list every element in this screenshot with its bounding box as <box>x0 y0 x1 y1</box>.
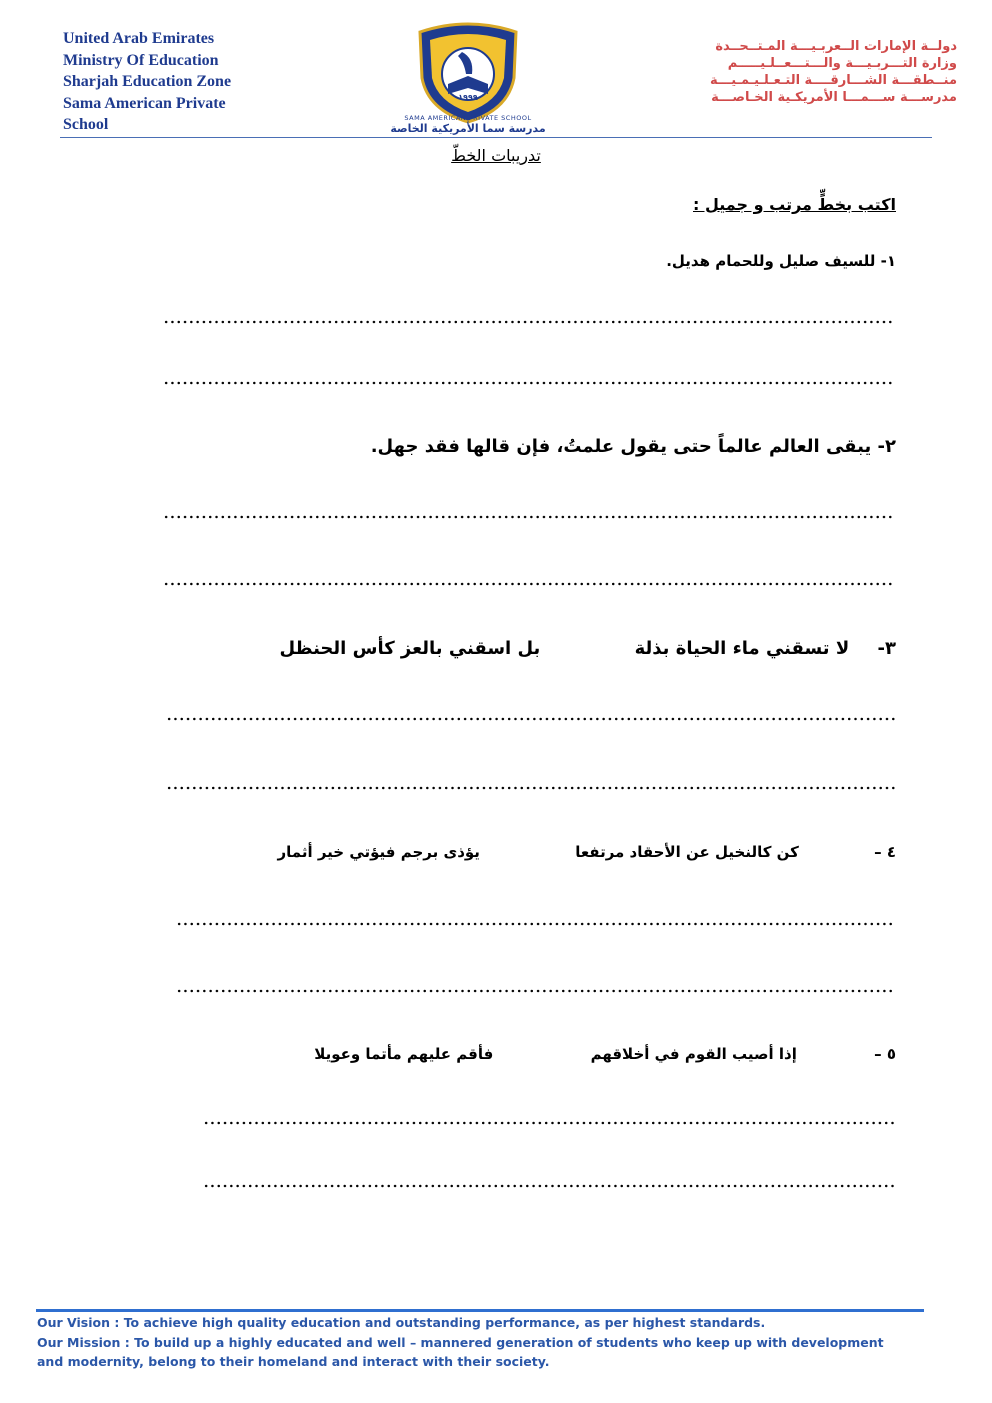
header-english-line: United Arab Emirates <box>63 30 215 47</box>
logo-arabic-text: مدرسة سما الأمريكية الخاصة <box>390 122 546 135</box>
verse-second-hemistich: بل اسقني بالعز كأس الحنظل <box>279 638 541 659</box>
verse-first-hemistich: كن كالنخيل عن الأحقاد مرتفعا <box>575 843 799 861</box>
exercise-sentence: للسيف صليل وللحمام هديل. <box>666 252 876 270</box>
writing-line[interactable] <box>176 919 895 929</box>
exercise-number: ١- <box>880 252 896 270</box>
logo-english-text: SAMA AMERICAN PRIVATE SCHOOL <box>404 114 532 122</box>
mission-statement-line: Our Mission : To build up a highly educated and well – mannered generation of students who keep up with development <box>37 1334 884 1350</box>
page-title: تدريبات الخطّ <box>451 146 541 165</box>
exercise-3 <box>279 638 896 659</box>
verse-first-hemistich: إذا أصيب القوم في أخلاقهم <box>590 1045 797 1063</box>
exercise-number: ٤ – <box>874 843 896 861</box>
writing-line[interactable] <box>176 986 895 996</box>
writing-line[interactable] <box>163 378 895 388</box>
exercise-sentence: يبقى العالم عالماً حتى يقول علمتُ، فإن قالها فقد جهل. <box>370 436 872 457</box>
verse-second-hemistich: فأقم عليهم مأتما وعويلا <box>314 1045 494 1063</box>
exercise-4 <box>278 843 896 861</box>
writing-line[interactable] <box>203 1118 895 1128</box>
exercise-number: ٥ – <box>874 1045 896 1063</box>
header-english-line: Ministry Of Education <box>63 51 219 69</box>
mission-statement-line: and modernity, belong to their homeland and interact with their society. <box>37 1354 550 1369</box>
exercise-1 <box>666 252 896 270</box>
header-english-line: School <box>63 116 109 133</box>
exercise-number: ٣- <box>877 638 896 659</box>
instruction-text: اكتب بخطٍّ مرتب و جميل : <box>693 195 896 214</box>
writing-line[interactable] <box>163 512 895 522</box>
header-english-line: Sama American Private <box>63 94 226 112</box>
exercise-5 <box>314 1045 896 1063</box>
header-arabic-line: دولــة الإمارات الــعربـيـــة المـتــحــدة <box>715 39 957 54</box>
vision-statement: Our Vision : To achieve high quality education and outstanding performance, as per highest standards. <box>37 1315 766 1330</box>
writing-line[interactable] <box>203 1181 895 1191</box>
writing-line[interactable] <box>166 783 895 793</box>
writing-line[interactable] <box>163 579 895 589</box>
header-english-line: Sharjah Education Zone <box>63 73 232 90</box>
header-arabic-block <box>667 38 957 106</box>
verse-first-hemistich: لا تسقني ماء الحياة بذلة <box>634 638 850 659</box>
school-logo <box>388 18 548 138</box>
footer <box>37 1313 937 1372</box>
svg-text:١٩٩٩: ١٩٩٩ <box>458 93 478 102</box>
header-arabic-line: منــطقـــة الشـــارقــــة التـعـلـيـمـيـــة <box>709 73 957 88</box>
exercise-number: ٢- <box>877 436 896 457</box>
writing-line[interactable] <box>166 714 895 724</box>
footer-divider <box>36 1309 924 1312</box>
exercise-2 <box>371 436 896 457</box>
header-english-block <box>63 28 283 136</box>
verse-second-hemistich: يؤذى برجم فيؤتي خير أثمار <box>277 843 480 861</box>
header-arabic-line: مدرســـة ســـمـــا الأمريكـية الخـاصـــة <box>711 90 957 105</box>
writing-line[interactable] <box>163 317 895 327</box>
header-arabic-line: وزارة التـــربـيـــة والـــتـــعــلـيـــــم <box>727 56 957 71</box>
header-divider <box>60 137 932 138</box>
